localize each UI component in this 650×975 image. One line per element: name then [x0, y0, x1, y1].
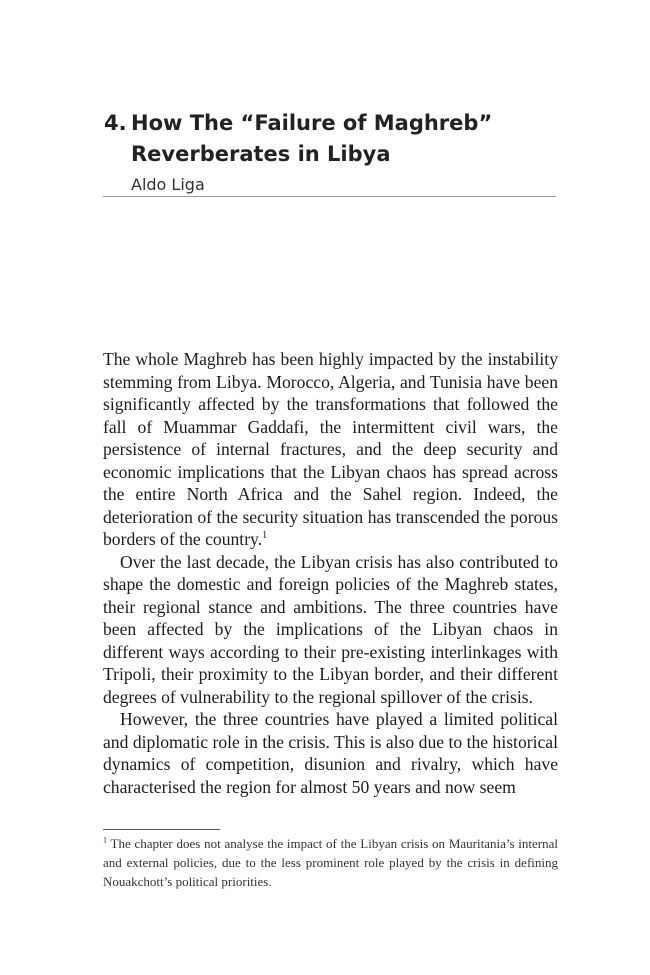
paragraph-3: However, the three countries have played a limited political and diplomatic role in the crisis. This is also due to the historical dynamics of competition, disunion and rivalry, which have characterised the region for almost 50 years and now seem: [103, 709, 558, 797]
footnote-text: The chapter does not analyse the impact of the Libyan crisis on Mauritania’s internal and external policies, due to the less prominent role played by the crisis in defining Nouakchott’s political priorities.: [103, 836, 558, 890]
footnote-divider: [103, 829, 220, 830]
footnote-marker: 1: [103, 835, 107, 845]
chapter-number: 4.: [104, 111, 127, 135]
chapter-author: Aldo Liga: [131, 175, 205, 194]
heading-divider: [103, 196, 556, 197]
paragraph-1: [103, 348, 558, 551]
chapter-heading: [104, 108, 564, 196]
paragraph-2: Over the last decade, the Libyan crisis has also contributed to shape the domestic and foreign policies of the Maghreb states, their regional stance and ambitions. The three countries have been affected by the implications of the Libyan chaos in different ways according to their pre-existing interlinkages with Tripoli, their proximity to the Libyan border, and their different degrees of vulnerability to the regional spillover of the crisis.: [103, 551, 558, 707]
chapter-title-block: [104, 108, 564, 170]
paragraph-1-text: The whole Maghreb has been highly impacted by the instability stemming from Libya. Morocco, Algeria, and Tunisia have been significantly affected by the transformations that followed the fall of Muammar Gaddafi, the intermittent civil wars, the persistence of internal fractures, and the deep security and economic implications that the Libyan chaos has spread across the entire North Africa and the Sahel region. Indeed, the deterioration of the security situation has transcended the porous borders of the country.: [103, 349, 558, 549]
footnote: [103, 834, 558, 892]
body-text: [103, 348, 558, 798]
chapter-title: How The “Failure of Maghreb” Reverberates in Libya: [131, 111, 493, 166]
footnote-reference: 1: [262, 530, 268, 542]
